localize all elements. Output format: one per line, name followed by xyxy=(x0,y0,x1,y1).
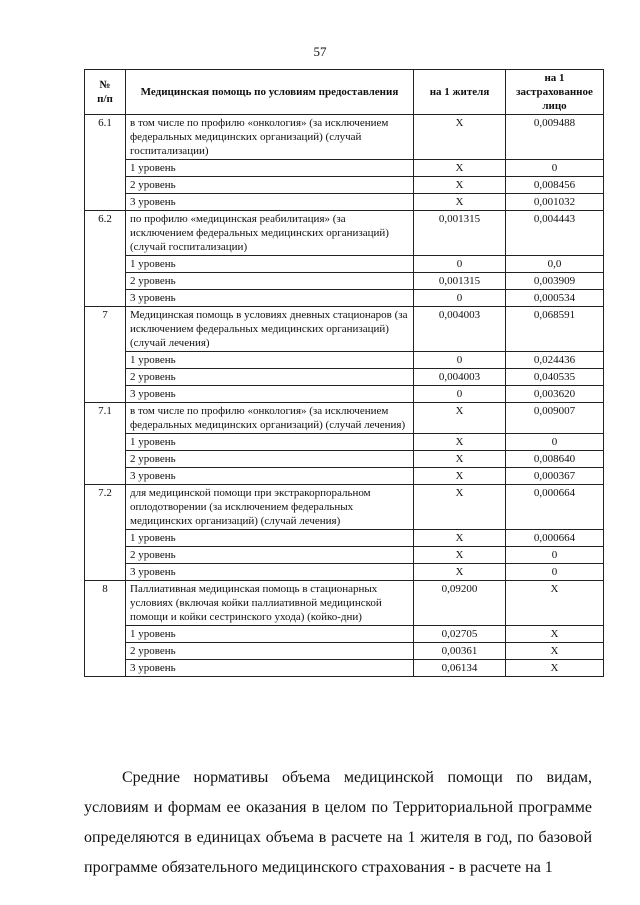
row-name: по профилю «медицинская реабилитация» (за исключением федеральных медицинских организаций) (случай госпитализации) xyxy=(126,211,414,256)
level-per-insured: 0,003909 xyxy=(506,273,604,290)
page-number: 57 xyxy=(313,44,327,59)
row-number-empty xyxy=(85,386,126,403)
row-per-insured: 0,009007 xyxy=(506,403,604,434)
row-per-insured: 0,000664 xyxy=(506,485,604,530)
level-per-resident: X xyxy=(414,530,506,547)
level-per-resident: X xyxy=(414,451,506,468)
level-per-insured: 0,024436 xyxy=(506,352,604,369)
row-per-resident: X xyxy=(414,115,506,160)
header-per-insured: на 1 застрахованное лицо xyxy=(506,70,604,115)
medical-care-volume-table xyxy=(84,69,604,677)
level-per-resident: X xyxy=(414,160,506,177)
level-per-insured: 0 xyxy=(506,564,604,581)
level-per-insured: X xyxy=(506,643,604,660)
row-number: 6.1 xyxy=(85,115,126,160)
level-name: 2 уровень xyxy=(126,451,414,468)
row-number-empty xyxy=(85,352,126,369)
table-level-row xyxy=(85,434,604,451)
level-name: 3 уровень xyxy=(126,564,414,581)
level-per-insured: 0,0 xyxy=(506,256,604,273)
level-per-insured: 0,000664 xyxy=(506,530,604,547)
level-name: 1 уровень xyxy=(126,626,414,643)
row-number: 7 xyxy=(85,307,126,352)
table-level-row xyxy=(85,256,604,273)
row-number: 7.1 xyxy=(85,403,126,434)
row-per-resident: 0,001315 xyxy=(414,211,506,256)
row-number: 7.2 xyxy=(85,485,126,530)
table-row xyxy=(85,115,604,160)
table-row xyxy=(85,307,604,352)
table-level-row xyxy=(85,547,604,564)
level-name: 3 уровень xyxy=(126,468,414,485)
row-number-empty xyxy=(85,660,126,677)
table-row xyxy=(85,403,604,434)
header-num: № п/п xyxy=(85,70,126,115)
table-level-row xyxy=(85,660,604,677)
table-row xyxy=(85,485,604,530)
level-per-resident: X xyxy=(414,434,506,451)
level-per-resident: X xyxy=(414,194,506,211)
table-level-row xyxy=(85,352,604,369)
level-per-insured: 0,040535 xyxy=(506,369,604,386)
table-level-row xyxy=(85,451,604,468)
level-per-insured: 0,000534 xyxy=(506,290,604,307)
row-per-insured: 0,068591 xyxy=(506,307,604,352)
level-name: 1 уровень xyxy=(126,352,414,369)
level-name: 1 уровень xyxy=(126,530,414,547)
row-number-empty xyxy=(85,160,126,177)
row-per-resident: X xyxy=(414,485,506,530)
level-name: 2 уровень xyxy=(126,369,414,386)
table-level-row xyxy=(85,643,604,660)
level-name: 3 уровень xyxy=(126,386,414,403)
level-name: 1 уровень xyxy=(126,160,414,177)
level-per-insured: 0 xyxy=(506,434,604,451)
row-per-insured: X xyxy=(506,581,604,626)
level-name: 1 уровень xyxy=(126,256,414,273)
row-name: в том числе по профилю «онкология» (за исключением федеральных медицинских организаций) (случай госпитализации) xyxy=(126,115,414,160)
level-name: 3 уровень xyxy=(126,660,414,677)
level-per-resident: X xyxy=(414,564,506,581)
table-level-row xyxy=(85,626,604,643)
level-per-insured: 0,003620 xyxy=(506,386,604,403)
level-per-resident: 0,001315 xyxy=(414,273,506,290)
table-row xyxy=(85,211,604,256)
row-number-empty xyxy=(85,369,126,386)
row-number-empty xyxy=(85,194,126,211)
level-per-insured: 0 xyxy=(506,160,604,177)
table-row xyxy=(85,581,604,626)
level-name: 2 уровень xyxy=(126,177,414,194)
level-per-insured: X xyxy=(506,660,604,677)
header-name: Медицинская помощь по условиям предоставления xyxy=(126,70,414,115)
table-level-row xyxy=(85,160,604,177)
row-number-empty xyxy=(85,290,126,307)
level-per-resident: 0 xyxy=(414,352,506,369)
level-per-resident: 0 xyxy=(414,256,506,273)
row-number-empty xyxy=(85,643,126,660)
row-number: 8 xyxy=(85,581,126,626)
level-name: 2 уровень xyxy=(126,273,414,290)
level-name: 2 уровень xyxy=(126,547,414,564)
row-name: в том числе по профилю «онкология» (за исключением федеральных медицинских организаций) (случай лечения) xyxy=(126,403,414,434)
row-number-empty xyxy=(85,530,126,547)
header-per-resident: на 1 жителя xyxy=(414,70,506,115)
level-per-resident: X xyxy=(414,177,506,194)
row-number-empty xyxy=(85,273,126,290)
table-header-row xyxy=(85,70,604,115)
table-level-row xyxy=(85,386,604,403)
row-number-empty xyxy=(85,256,126,273)
level-per-resident: 0,06134 xyxy=(414,660,506,677)
level-name: 3 уровень xyxy=(126,290,414,307)
level-per-insured: 0,008640 xyxy=(506,451,604,468)
row-name: Паллиативная медицинская помощь в стационарных условиях (включая койки паллиативной медицинской помощи и койки сестринского ухода) (койко-дни) xyxy=(126,581,414,626)
level-per-resident: 0,02705 xyxy=(414,626,506,643)
row-number-empty xyxy=(85,547,126,564)
table-level-row xyxy=(85,530,604,547)
level-per-resident: X xyxy=(414,547,506,564)
table-level-row xyxy=(85,273,604,290)
level-per-resident: 0,004003 xyxy=(414,369,506,386)
row-per-resident: 0,004003 xyxy=(414,307,506,352)
level-per-insured: 0,008456 xyxy=(506,177,604,194)
row-per-resident: 0,09200 xyxy=(414,581,506,626)
row-number-empty xyxy=(85,626,126,643)
row-per-insured: 0,009488 xyxy=(506,115,604,160)
row-number-empty xyxy=(85,564,126,581)
row-number: 6.2 xyxy=(85,211,126,256)
row-number-empty xyxy=(85,451,126,468)
row-name: Медицинская помощь в условиях дневных стационаров (за исключением федеральных медицинских организаций) (случай лечения) xyxy=(126,307,414,352)
level-per-resident: 0,00361 xyxy=(414,643,506,660)
level-per-insured: 0,001032 xyxy=(506,194,604,211)
level-per-resident: 0 xyxy=(414,290,506,307)
row-per-resident: X xyxy=(414,403,506,434)
table-level-row xyxy=(85,194,604,211)
level-per-insured: 0,000367 xyxy=(506,468,604,485)
table-level-row xyxy=(85,177,604,194)
table-level-row xyxy=(85,290,604,307)
level-per-resident: X xyxy=(414,468,506,485)
row-name: для медицинской помощи при экстракорпоральном оплодотворении (за исключением федеральных медицинских организаций) (случай лечения) xyxy=(126,485,414,530)
table-level-row xyxy=(85,369,604,386)
level-name: 2 уровень xyxy=(126,643,414,660)
level-per-resident: 0 xyxy=(414,386,506,403)
body-paragraph: Средние нормативы объема медицинской помощи по видам, условиям и формам ее оказания в целом по Территориальной программе определяются в единицах объема в расчете на 1 жителя в год, по базовой программе обязательного медицинского страхования - в расчете на 1 xyxy=(84,769,592,876)
level-per-insured: X xyxy=(506,626,604,643)
row-number-empty xyxy=(85,434,126,451)
level-name: 1 уровень xyxy=(126,434,414,451)
row-per-insured: 0,004443 xyxy=(506,211,604,256)
table-level-row xyxy=(85,564,604,581)
level-per-insured: 0 xyxy=(506,547,604,564)
table-body xyxy=(85,115,604,677)
level-name: 3 уровень xyxy=(126,194,414,211)
row-number-empty xyxy=(85,468,126,485)
table-level-row xyxy=(85,468,604,485)
row-number-empty xyxy=(85,177,126,194)
